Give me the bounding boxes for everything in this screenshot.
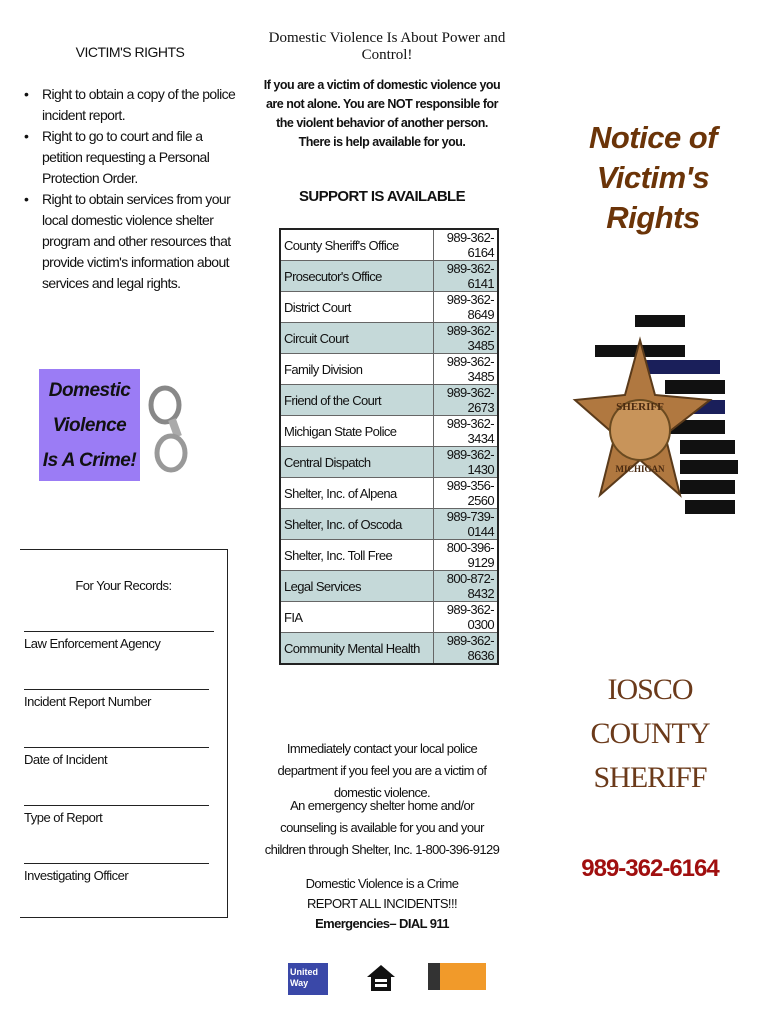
contact-name: Central Dispatch bbox=[280, 447, 433, 478]
contact-row bbox=[280, 261, 498, 292]
contact-name: District Court bbox=[280, 292, 433, 323]
contact-phone: 989-362-0300 bbox=[433, 602, 498, 633]
contact-name: Michigan State Police bbox=[280, 416, 433, 447]
contact-phone: 989-362-8649 bbox=[433, 292, 498, 323]
contact-row bbox=[280, 633, 498, 665]
contact-row bbox=[280, 385, 498, 416]
contact-row bbox=[280, 447, 498, 478]
report-text: REPORT ALL INCIDENTS!!! bbox=[307, 896, 457, 911]
field-line[interactable] bbox=[24, 747, 209, 748]
contact-name: Prosecutor's Office bbox=[280, 261, 433, 292]
notice-line: Victim's Rights bbox=[596, 160, 710, 235]
contacts-table bbox=[279, 228, 499, 665]
victims-rights-title: VICTIM'S RIGHTS bbox=[75, 44, 185, 60]
shelter-text: An emergency shelter home and/or counseling is available for you and your children through Shelter, Inc. 1-800-396-9129 bbox=[264, 798, 500, 857]
contact-row bbox=[280, 416, 498, 447]
domestic-violence-crime-banner bbox=[39, 369, 140, 481]
field-line[interactable] bbox=[24, 689, 209, 690]
county-sheriff-title bbox=[545, 668, 755, 800]
partner-logo bbox=[428, 963, 486, 990]
contact-name: Circuit Court bbox=[280, 323, 433, 354]
county-line: IOSCO COUNTY bbox=[590, 673, 710, 750]
notice-title bbox=[548, 118, 758, 238]
united-way-logo: United Way bbox=[288, 963, 328, 995]
contact-row bbox=[280, 509, 498, 540]
contact-phone: 989-362-6164 bbox=[433, 229, 498, 261]
field-line[interactable] bbox=[24, 863, 209, 864]
contact-name: Community Mental Health bbox=[280, 633, 433, 665]
contact-name: Shelter, Inc. of Oscoda bbox=[280, 509, 433, 540]
banner-line: Is A Crime! bbox=[42, 449, 137, 471]
contact-phone: 989-362-6141 bbox=[433, 261, 498, 292]
banner-line: Domestic bbox=[48, 379, 131, 401]
contact-phone: 800-396-9129 bbox=[433, 540, 498, 571]
contact-name: Legal Services bbox=[280, 571, 433, 602]
contact-name: FIA bbox=[280, 602, 433, 633]
crime-text: Domestic Violence is a Crime bbox=[305, 876, 459, 891]
contact-phone: 989-362-3434 bbox=[433, 416, 498, 447]
contact-phone: 989-356-2560 bbox=[433, 478, 498, 509]
contact-row bbox=[280, 602, 498, 633]
sheriff-phone: 989-362-6164 bbox=[581, 855, 719, 882]
field-label: Investigating Officer bbox=[24, 868, 129, 883]
contact-row bbox=[280, 292, 498, 323]
badge-text: SHERIFF bbox=[616, 401, 664, 413]
contact-phone: 800-872-8432 bbox=[433, 571, 498, 602]
contact-row bbox=[280, 478, 498, 509]
field-label: Incident Report Number bbox=[24, 694, 152, 709]
field-line[interactable] bbox=[24, 805, 209, 806]
contact-row bbox=[280, 229, 498, 261]
field-label: Date of Incident bbox=[24, 752, 108, 767]
records-form bbox=[20, 549, 228, 918]
contact-name: Shelter, Inc. of Alpena bbox=[280, 478, 433, 509]
contact-row bbox=[280, 571, 498, 602]
banner-line: Violence bbox=[52, 414, 127, 436]
support-title: SUPPORT IS AVAILABLE bbox=[298, 188, 466, 205]
contact-row bbox=[280, 323, 498, 354]
handcuffs-icon bbox=[145, 385, 195, 475]
rights-list bbox=[24, 84, 244, 294]
contact-phone: 989-362-1430 bbox=[433, 447, 498, 478]
notice-line: Notice of bbox=[588, 120, 718, 155]
intro-text: If you are a victim of domestic violence you are not alone. You are NOT responsible for the violent behavior of another person. There is help available for you. bbox=[263, 78, 501, 149]
contact-name: Family Division bbox=[280, 354, 433, 385]
contact-phone: 989-739-0144 bbox=[433, 509, 498, 540]
emergencies-text: Emergencies– DIAL 911 bbox=[315, 916, 449, 931]
county-line: SHERIFF bbox=[593, 761, 707, 794]
right-item: • Right to go to court and file a petition requesting a Personal Protection Order. bbox=[24, 126, 244, 189]
contact-name: Shelter, Inc. Toll Free bbox=[280, 540, 433, 571]
right-item: • Right to obtain services from your local domestic violence shelter program and other resources that provide victim's information about services and legal rights. bbox=[24, 189, 244, 294]
contact-phone: 989-362-3485 bbox=[433, 323, 498, 354]
contact-phone: 989-362-3485 bbox=[433, 354, 498, 385]
contact-phone: 989-362-8636 bbox=[433, 633, 498, 665]
field-label: Law Enforcement Agency bbox=[24, 636, 161, 651]
contact-name: Friend of the Court bbox=[280, 385, 433, 416]
badge-text: MICHIGAN bbox=[615, 464, 665, 474]
main-title: Domestic Violence Is About Power and Control! bbox=[268, 30, 506, 63]
records-title: For Your Records: bbox=[75, 578, 172, 593]
contact-phone: 989-362-2673 bbox=[433, 385, 498, 416]
right-item: • Right to obtain a copy of the police incident report. bbox=[24, 84, 244, 126]
contact-row bbox=[280, 540, 498, 571]
field-label: Type of Report bbox=[24, 810, 103, 825]
contact-name: County Sheriff's Office bbox=[280, 229, 433, 261]
equal-housing-icon bbox=[365, 963, 397, 997]
contact-police-text: Immediately contact your local police department if you feel you are a victim of domestic violence. bbox=[277, 741, 487, 800]
sheriff-badge-michigan-icon bbox=[570, 300, 745, 535]
field-line[interactable] bbox=[24, 631, 214, 632]
contact-row bbox=[280, 354, 498, 385]
